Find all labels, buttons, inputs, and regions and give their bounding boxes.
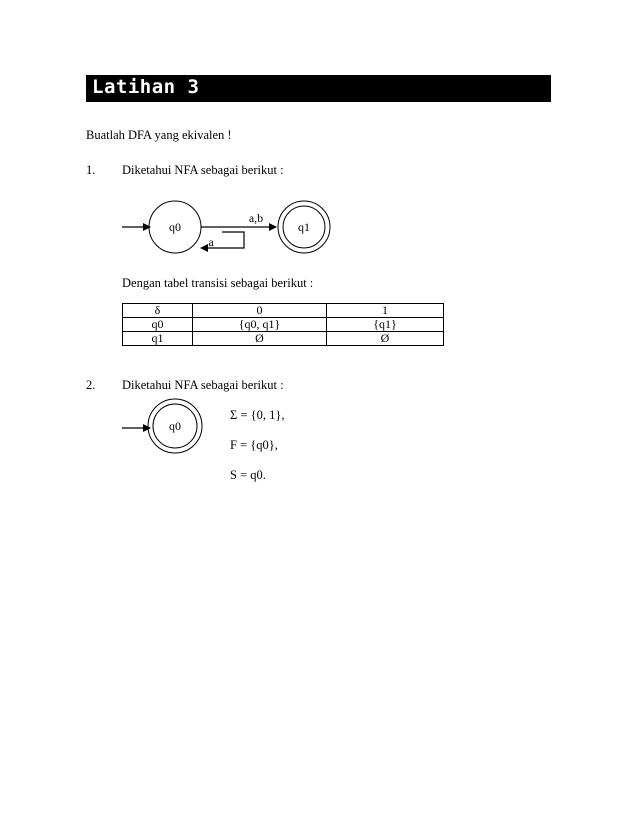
table-cell: Ø [193, 332, 327, 346]
instruction-text: Buatlah DFA yang ekivalen ! [86, 128, 232, 142]
problem-2-text: Diketahui NFA sebagai berikut : [122, 378, 284, 392]
state-q1-label: q1 [298, 220, 310, 234]
state-q0-label: q0 [169, 220, 181, 234]
problem-2-number: 2. [86, 378, 96, 392]
table-header-cell: δ [123, 304, 193, 318]
table-cell: q1 [123, 332, 193, 346]
problem-1-number: 1. [86, 163, 96, 177]
table-header-cell: 0 [193, 304, 327, 318]
transition-table [122, 303, 444, 346]
table-cell: {q0, q1} [193, 318, 327, 332]
table-cell: Ø [327, 332, 444, 346]
table-caption: Dengan tabel transisi sebagai berikut : [122, 276, 314, 290]
edge-q0-q1-label: a,b [248, 211, 264, 225]
sigma-definition: Σ = {0, 1}, [230, 408, 285, 422]
table-row [123, 318, 444, 332]
self-loop-label: a [208, 235, 214, 249]
problem-1-text: Diketahui NFA sebagai berikut : [122, 163, 284, 177]
state-q0-2-label: q0 [169, 419, 181, 433]
final-states-definition: F = {q0}, [230, 438, 278, 452]
table-header-row [123, 304, 444, 318]
start-state-definition: S = q0. [230, 468, 266, 482]
table-row [123, 332, 444, 346]
table-header-cell: 1 [327, 304, 444, 318]
table-cell: q0 [123, 318, 193, 332]
table-cell: {q1} [327, 318, 444, 332]
section-title: Latihan 3 [92, 76, 200, 98]
